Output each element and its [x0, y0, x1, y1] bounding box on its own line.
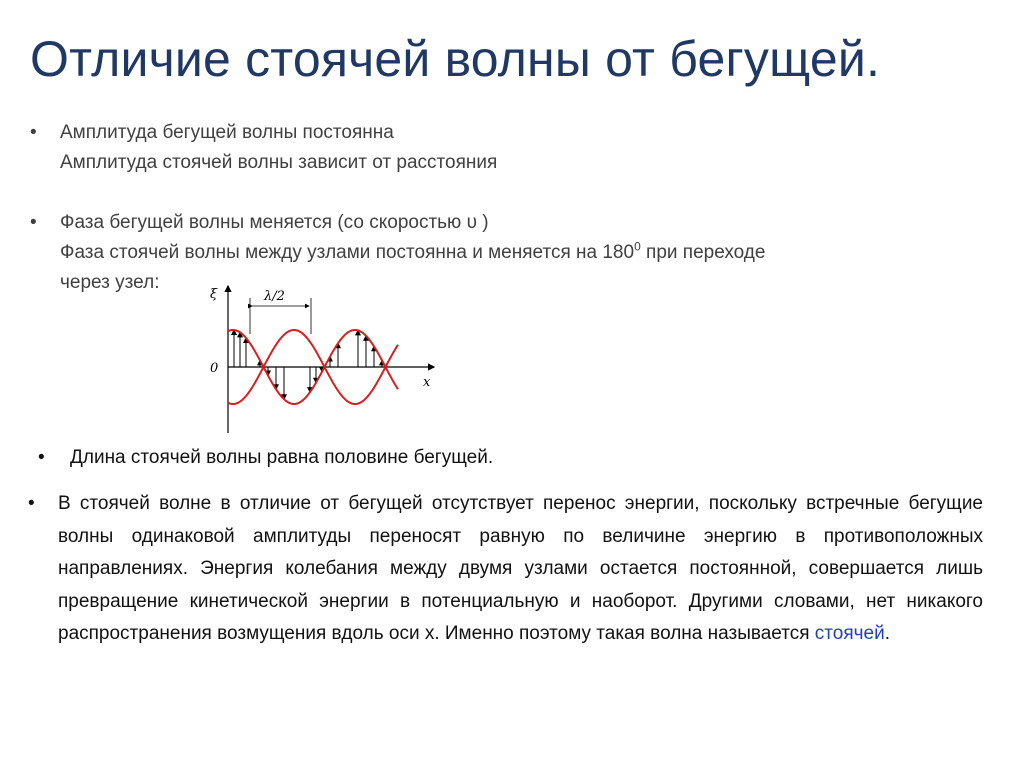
slide-title: Отличие стоячей волны от бегущей.: [30, 31, 881, 87]
bullet-dot: •: [30, 122, 37, 143]
phase-standing-text: [30, 238, 990, 268]
bullet-phase: [30, 208, 990, 298]
bullet-dot: •: [38, 447, 45, 468]
bullet-wavelength: [38, 447, 493, 469]
x-axis-label: x: [423, 375, 431, 390]
y-axis-label: ξ: [210, 287, 218, 302]
origin-label: 0: [210, 361, 219, 376]
energy-text-end: .: [884, 623, 891, 644]
energy-text: В стоячей волне в отличие от бегущей отсутствует перенос энергии, поскольку встречные бегущие волны одинаковой амплитуды переносят равную по величине энергию в противоположных направлениях. Энергия колебания между двумя узлами остается постоянной, совершается лишь превращение кинетической энергии в потенциальную и наоборот. Другими словами, нет никакого распространения возмущения вдоль оси x. Именно поэтому такая волна называется: [58, 493, 983, 644]
phase-node-text: через узел:: [60, 272, 160, 293]
amplitude-travel-text: Амплитуда бегущей волны постоянна: [60, 122, 394, 143]
bullet-dot: •: [28, 493, 35, 514]
bullet-energy: [28, 488, 983, 651]
energy-paragraph: [58, 488, 983, 651]
amplitude-standing-text: Амплитуда стоячей волны зависит от расстояния: [60, 152, 498, 173]
bullet-amplitude: [30, 118, 497, 178]
degree-superscript: 0: [634, 239, 641, 254]
standing-wave-diagram: [198, 278, 448, 438]
phase-standing-end: при переходе: [640, 242, 766, 263]
standing-link[interactable]: стоячей: [814, 623, 885, 644]
bullet-dot: •: [30, 212, 37, 233]
phase-travel-text: Фаза бегущей волны меняется (со скоростью υ ): [60, 212, 489, 233]
lambda-label: λ/2: [264, 289, 285, 304]
wavelength-text: Длина стоячей волны равна половине бегущей.: [70, 447, 494, 468]
phase-standing-start: Фаза стоячей волны между узлами постоянна и меняется на 180: [60, 242, 635, 263]
